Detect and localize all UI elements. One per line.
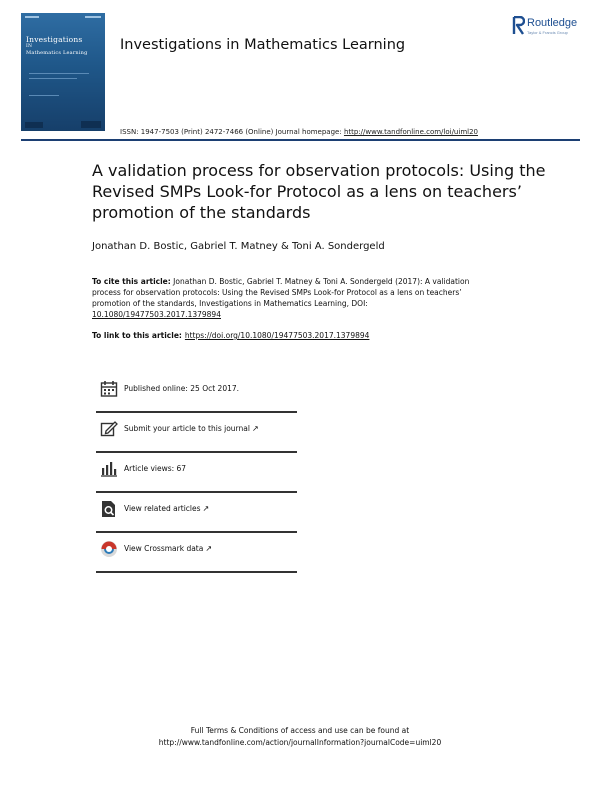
citation-doi-link[interactable]: 10.1080/19477503.2017.1379894 <box>92 310 221 319</box>
terms-footer-link[interactable]: http://www.tandfonline.com/action/journalInformation?journalCode=uiml20 <box>158 738 442 747</box>
cover-publisher-mark <box>25 122 43 128</box>
article-link-line <box>92 331 369 340</box>
crossmark-label: View Crossmark data <box>124 544 204 553</box>
cover-title <box>26 35 102 57</box>
bar-chart-icon <box>100 460 118 478</box>
cover-title-line2: IN <box>26 44 33 49</box>
link-label: To link to this article: <box>92 331 182 340</box>
edit-icon <box>100 420 118 438</box>
submit-article-label: Submit your article to this journal <box>124 424 250 433</box>
routledge-logo-icon <box>512 16 524 34</box>
article-authors: Jonathan D. Bostic, Gabriel T. Matney & Toni A. Sondergeld <box>92 241 385 252</box>
terms-footer-line1: Full Terms & Conditions of access and use can be found at <box>190 726 410 735</box>
cover-title-line3: Mathematics Learning <box>26 50 88 56</box>
article-views-row <box>96 453 297 493</box>
journal-homepage-link[interactable]: http://www.tandfonline.com/loi/uiml20 <box>343 128 478 136</box>
related-articles-icon <box>100 500 118 518</box>
publisher-tagline: Taylor & Francis Group <box>527 30 568 35</box>
related-articles-row[interactable] <box>96 493 297 533</box>
publisher-name: Routledge <box>527 17 578 29</box>
cover-publisher-mark-right <box>81 121 101 128</box>
crossmark-icon <box>100 540 118 558</box>
article-views-label: Article views: 67 <box>124 464 187 473</box>
external-link-icon: ↗ <box>205 544 213 553</box>
related-articles-label: View related articles <box>124 504 201 513</box>
published-online-label: Published online: 25 Oct 2017. <box>124 384 240 393</box>
journal-cover <box>21 13 105 131</box>
citation-block <box>92 276 492 320</box>
journal-title: Investigations in Mathematics Learning <box>120 37 406 53</box>
submit-article-row[interactable] <box>96 413 297 453</box>
cover-title-line1: Investigations <box>26 35 83 44</box>
published-online-row <box>96 373 297 413</box>
citation-label: To cite this article: <box>92 277 171 286</box>
publisher-logo[interactable] <box>512 16 592 40</box>
cover-header-bar <box>25 16 101 20</box>
cover-decoration <box>29 73 97 113</box>
issn-line <box>120 128 478 136</box>
terms-footer <box>100 725 500 749</box>
crossmark-row[interactable] <box>96 533 297 573</box>
external-link-icon: ↗ <box>202 504 210 513</box>
article-doi-link[interactable]: https://doi.org/10.1080/19477503.2017.1379894 <box>184 331 370 340</box>
external-link-icon: ↗ <box>251 424 259 433</box>
header-divider <box>21 139 580 141</box>
citation-text: Jonathan D. Bostic, Gabriel T. Matney & Toni A. Sondergeld (2017): A validation process for observation protocols: Using the Revised SMPs Look-for Protocol as a lens on teachers’ promotion of the standards, Investigations in Mathematics Learning, DOI: <box>92 277 470 308</box>
article-title: A validation process for observation protocols: Using the Revised SMPs Look-for Protocol as a lens on teachers’ promotion of the standards <box>92 161 546 222</box>
issn-text: ISSN: 1947-7503 (Print) 2472-7466 (Online) Journal homepage: <box>120 128 344 136</box>
calendar-icon <box>100 380 118 398</box>
